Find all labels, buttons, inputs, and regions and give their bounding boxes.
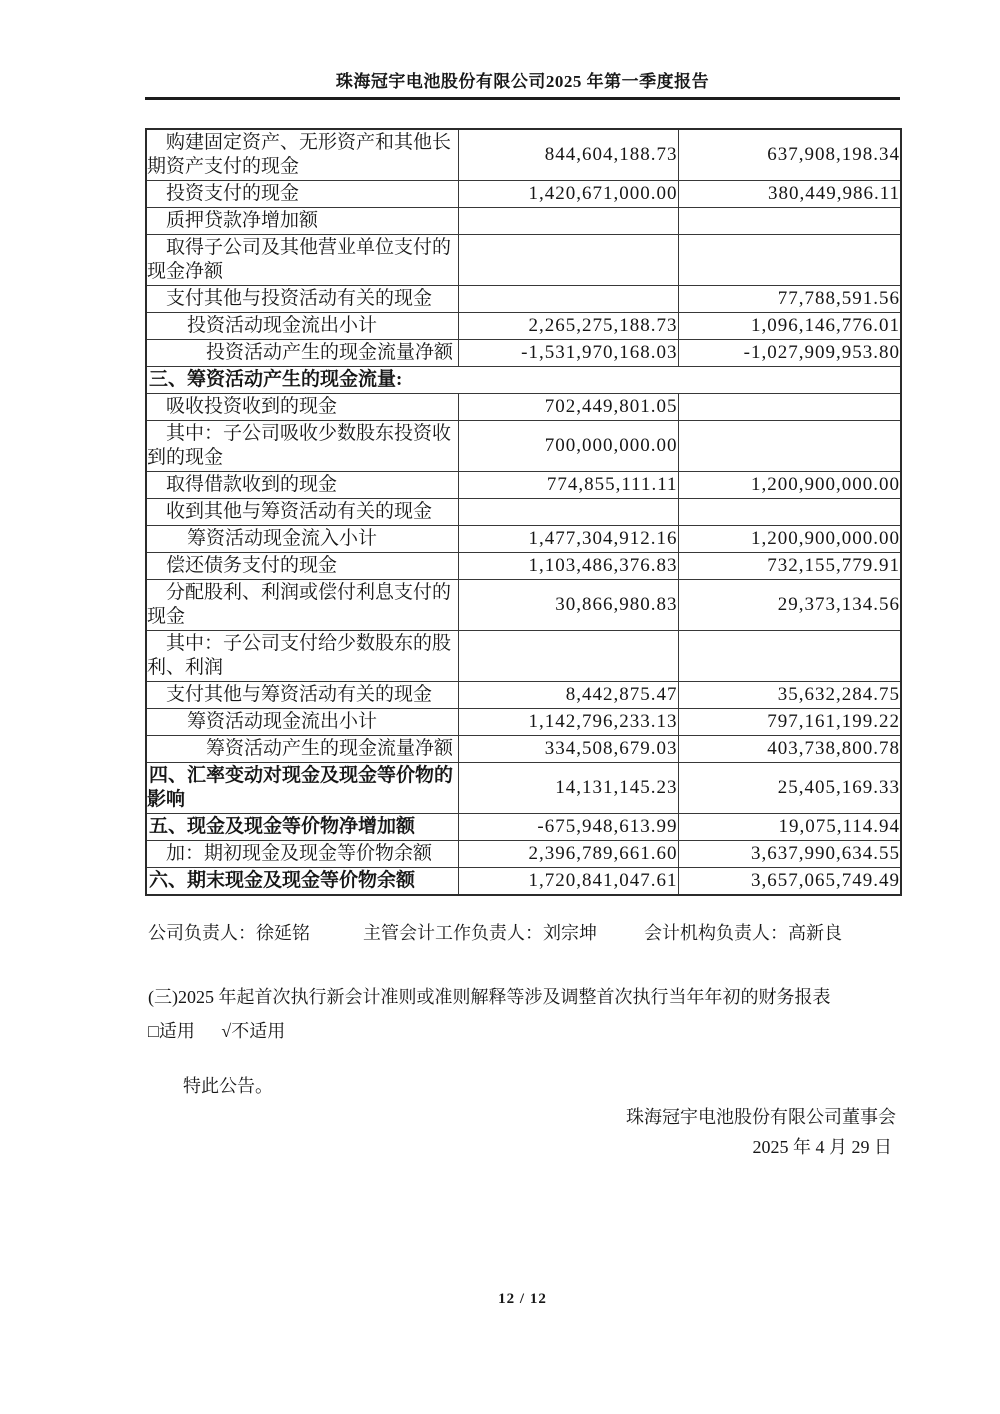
current-period-value-cell: 2,396,789,661.60 bbox=[458, 841, 678, 868]
report-date: 2025 年 4 月 29 日 bbox=[752, 1137, 892, 1157]
board-signature: 珠海冠宇电池股份有限公司董事会 bbox=[626, 1107, 896, 1127]
current-period-value-cell: -675,948,613.99 bbox=[458, 814, 678, 841]
current-period-value-cell: 702,449,801.05 bbox=[458, 394, 678, 421]
table-row bbox=[146, 286, 901, 313]
signatories-line bbox=[145, 922, 900, 944]
table-row bbox=[146, 181, 901, 208]
prior-period-value-cell: 3,657,065,749.49 bbox=[678, 868, 901, 896]
table-row bbox=[146, 313, 901, 340]
accounting-dept-head-signatory: 会计机构负责人：高新良 bbox=[644, 923, 842, 943]
chief-accountant-signatory: 主管会计工作负责人：刘宗坤 bbox=[363, 923, 597, 943]
prior-period-value-cell bbox=[678, 421, 901, 472]
current-period-value-cell: -1,531,970,168.03 bbox=[458, 340, 678, 367]
prior-period-value-cell: 25,405,169.33 bbox=[678, 763, 901, 814]
row-label-cell: 分配股利、利润或偿付利息支付的现金 bbox=[146, 580, 458, 631]
row-label-cell: 购建固定资产、无形资产和其他长期资产支付的现金 bbox=[146, 129, 458, 181]
current-period-value-cell: 774,855,111.11 bbox=[458, 472, 678, 499]
prior-period-value-cell: 29,373,134.56 bbox=[678, 580, 901, 631]
current-period-value-cell: 1,103,486,376.83 bbox=[458, 553, 678, 580]
prior-period-value-cell bbox=[678, 394, 901, 421]
prior-period-value-cell: 403,738,800.78 bbox=[678, 736, 901, 763]
option-applicable-unchecked: □适用 bbox=[148, 1021, 195, 1041]
cash-flow-table-body bbox=[146, 129, 901, 895]
table-section-row bbox=[146, 367, 901, 394]
row-label-cell: 投资支付的现金 bbox=[146, 181, 458, 208]
prior-period-value-cell: 1,096,146,776.01 bbox=[678, 313, 901, 340]
table-row bbox=[146, 208, 901, 235]
row-label-cell: 筹资活动产生的现金流量净额 bbox=[146, 736, 458, 763]
table-row bbox=[146, 868, 901, 896]
row-label-cell: 六、期末现金及现金等价物余额 bbox=[146, 868, 458, 896]
row-label-cell: 投资活动现金流出小计 bbox=[146, 313, 458, 340]
table-row bbox=[146, 421, 901, 472]
table-row bbox=[146, 526, 901, 553]
row-label-cell: 筹资活动现金流入小计 bbox=[146, 526, 458, 553]
prior-period-value-cell: 380,449,986.11 bbox=[678, 181, 901, 208]
table-row bbox=[146, 340, 901, 367]
current-period-value-cell: 700,000,000.00 bbox=[458, 421, 678, 472]
prior-period-value-cell: 3,637,990,634.55 bbox=[678, 841, 901, 868]
current-period-value-cell bbox=[458, 208, 678, 235]
prior-period-value-cell: 35,632,284.75 bbox=[678, 682, 901, 709]
prior-period-value-cell: 1,200,900,000.00 bbox=[678, 472, 901, 499]
prior-period-value-cell: 637,908,198.34 bbox=[678, 129, 901, 181]
current-period-value-cell: 844,604,188.73 bbox=[458, 129, 678, 181]
row-label-cell: 支付其他与筹资活动有关的现金 bbox=[146, 682, 458, 709]
row-label-cell: 取得子公司及其他营业单位支付的现金净额 bbox=[146, 235, 458, 286]
table-row bbox=[146, 814, 901, 841]
table-row bbox=[146, 394, 901, 421]
row-label-cell: 五、现金及现金等价物净增加额 bbox=[146, 814, 458, 841]
table-row bbox=[146, 129, 901, 181]
prior-period-value-cell: 1,200,900,000.00 bbox=[678, 526, 901, 553]
row-label-cell: 四、汇率变动对现金及现金等价物的影响 bbox=[146, 763, 458, 814]
current-period-value-cell: 30,866,980.83 bbox=[458, 580, 678, 631]
table-row bbox=[146, 235, 901, 286]
prior-period-value-cell bbox=[678, 499, 901, 526]
closing-announcement: 特此公告。 bbox=[183, 1076, 273, 1096]
table-row bbox=[146, 736, 901, 763]
section-label-cell: 三、筹资活动产生的现金流量: bbox=[146, 367, 901, 394]
applicability-options bbox=[145, 1020, 900, 1042]
table-row bbox=[146, 709, 901, 736]
row-label-cell: 质押贷款净增加额 bbox=[146, 208, 458, 235]
table-row bbox=[146, 499, 901, 526]
table-row bbox=[146, 472, 901, 499]
row-label-cell: 筹资活动现金流出小计 bbox=[146, 709, 458, 736]
row-label-cell: 吸收投资收到的现金 bbox=[146, 394, 458, 421]
prior-period-value-cell: -1,027,909,953.80 bbox=[678, 340, 901, 367]
row-label-cell: 加：期初现金及现金等价物余额 bbox=[146, 841, 458, 868]
prior-period-value-cell bbox=[678, 631, 901, 682]
table-row bbox=[146, 631, 901, 682]
current-period-value-cell: 1,420,671,000.00 bbox=[458, 181, 678, 208]
prior-period-value-cell bbox=[678, 208, 901, 235]
page-content bbox=[145, 0, 900, 1307]
current-period-value-cell bbox=[458, 631, 678, 682]
table-row bbox=[146, 763, 901, 814]
row-label-cell: 取得借款收到的现金 bbox=[146, 472, 458, 499]
prior-period-value-cell: 19,075,114.94 bbox=[678, 814, 901, 841]
prior-period-value-cell bbox=[678, 235, 901, 286]
current-period-value-cell: 1,142,796,233.13 bbox=[458, 709, 678, 736]
page-number: 12 / 12 bbox=[498, 1291, 547, 1307]
prior-period-value-cell: 77,788,591.56 bbox=[678, 286, 901, 313]
prior-period-value-cell: 797,161,199.22 bbox=[678, 709, 901, 736]
table-row bbox=[146, 580, 901, 631]
row-label-cell: 其中：子公司吸收少数股东投资收到的现金 bbox=[146, 421, 458, 472]
row-label-cell: 偿还债务支付的现金 bbox=[146, 553, 458, 580]
company-head-signatory: 公司负责人：徐延铭 bbox=[148, 923, 310, 943]
current-period-value-cell: 1,477,304,912.16 bbox=[458, 526, 678, 553]
table-row bbox=[146, 841, 901, 868]
prior-period-value-cell: 732,155,779.91 bbox=[678, 553, 901, 580]
row-label-cell: 收到其他与筹资活动有关的现金 bbox=[146, 499, 458, 526]
report-header-title: 珠海冠宇电池股份有限公司2025 年第一季度报告 bbox=[335, 72, 710, 91]
current-period-value-cell: 14,131,145.23 bbox=[458, 763, 678, 814]
row-label-cell: 投资活动产生的现金流量净额 bbox=[146, 340, 458, 367]
table-row bbox=[146, 682, 901, 709]
cash-flow-table bbox=[145, 128, 902, 896]
header-rule bbox=[145, 97, 900, 100]
table-row bbox=[146, 553, 901, 580]
option-not-applicable-checked: √不适用 bbox=[221, 1021, 286, 1041]
current-period-value-cell: 2,265,275,188.73 bbox=[458, 313, 678, 340]
current-period-value-cell bbox=[458, 499, 678, 526]
current-period-value-cell: 8,442,875.47 bbox=[458, 682, 678, 709]
current-period-value-cell: 1,720,841,047.61 bbox=[458, 868, 678, 896]
current-period-value-cell bbox=[458, 286, 678, 313]
row-label-cell: 支付其他与投资活动有关的现金 bbox=[146, 286, 458, 313]
row-label-cell: 其中：子公司支付给少数股东的股利、利润 bbox=[146, 631, 458, 682]
current-period-value-cell: 334,508,679.03 bbox=[458, 736, 678, 763]
current-period-value-cell bbox=[458, 235, 678, 286]
note-applicability-heading: (三)2025 年起首次执行新会计准则或准则解释等涉及调整首次执行当年年初的财务报表 bbox=[148, 987, 831, 1007]
